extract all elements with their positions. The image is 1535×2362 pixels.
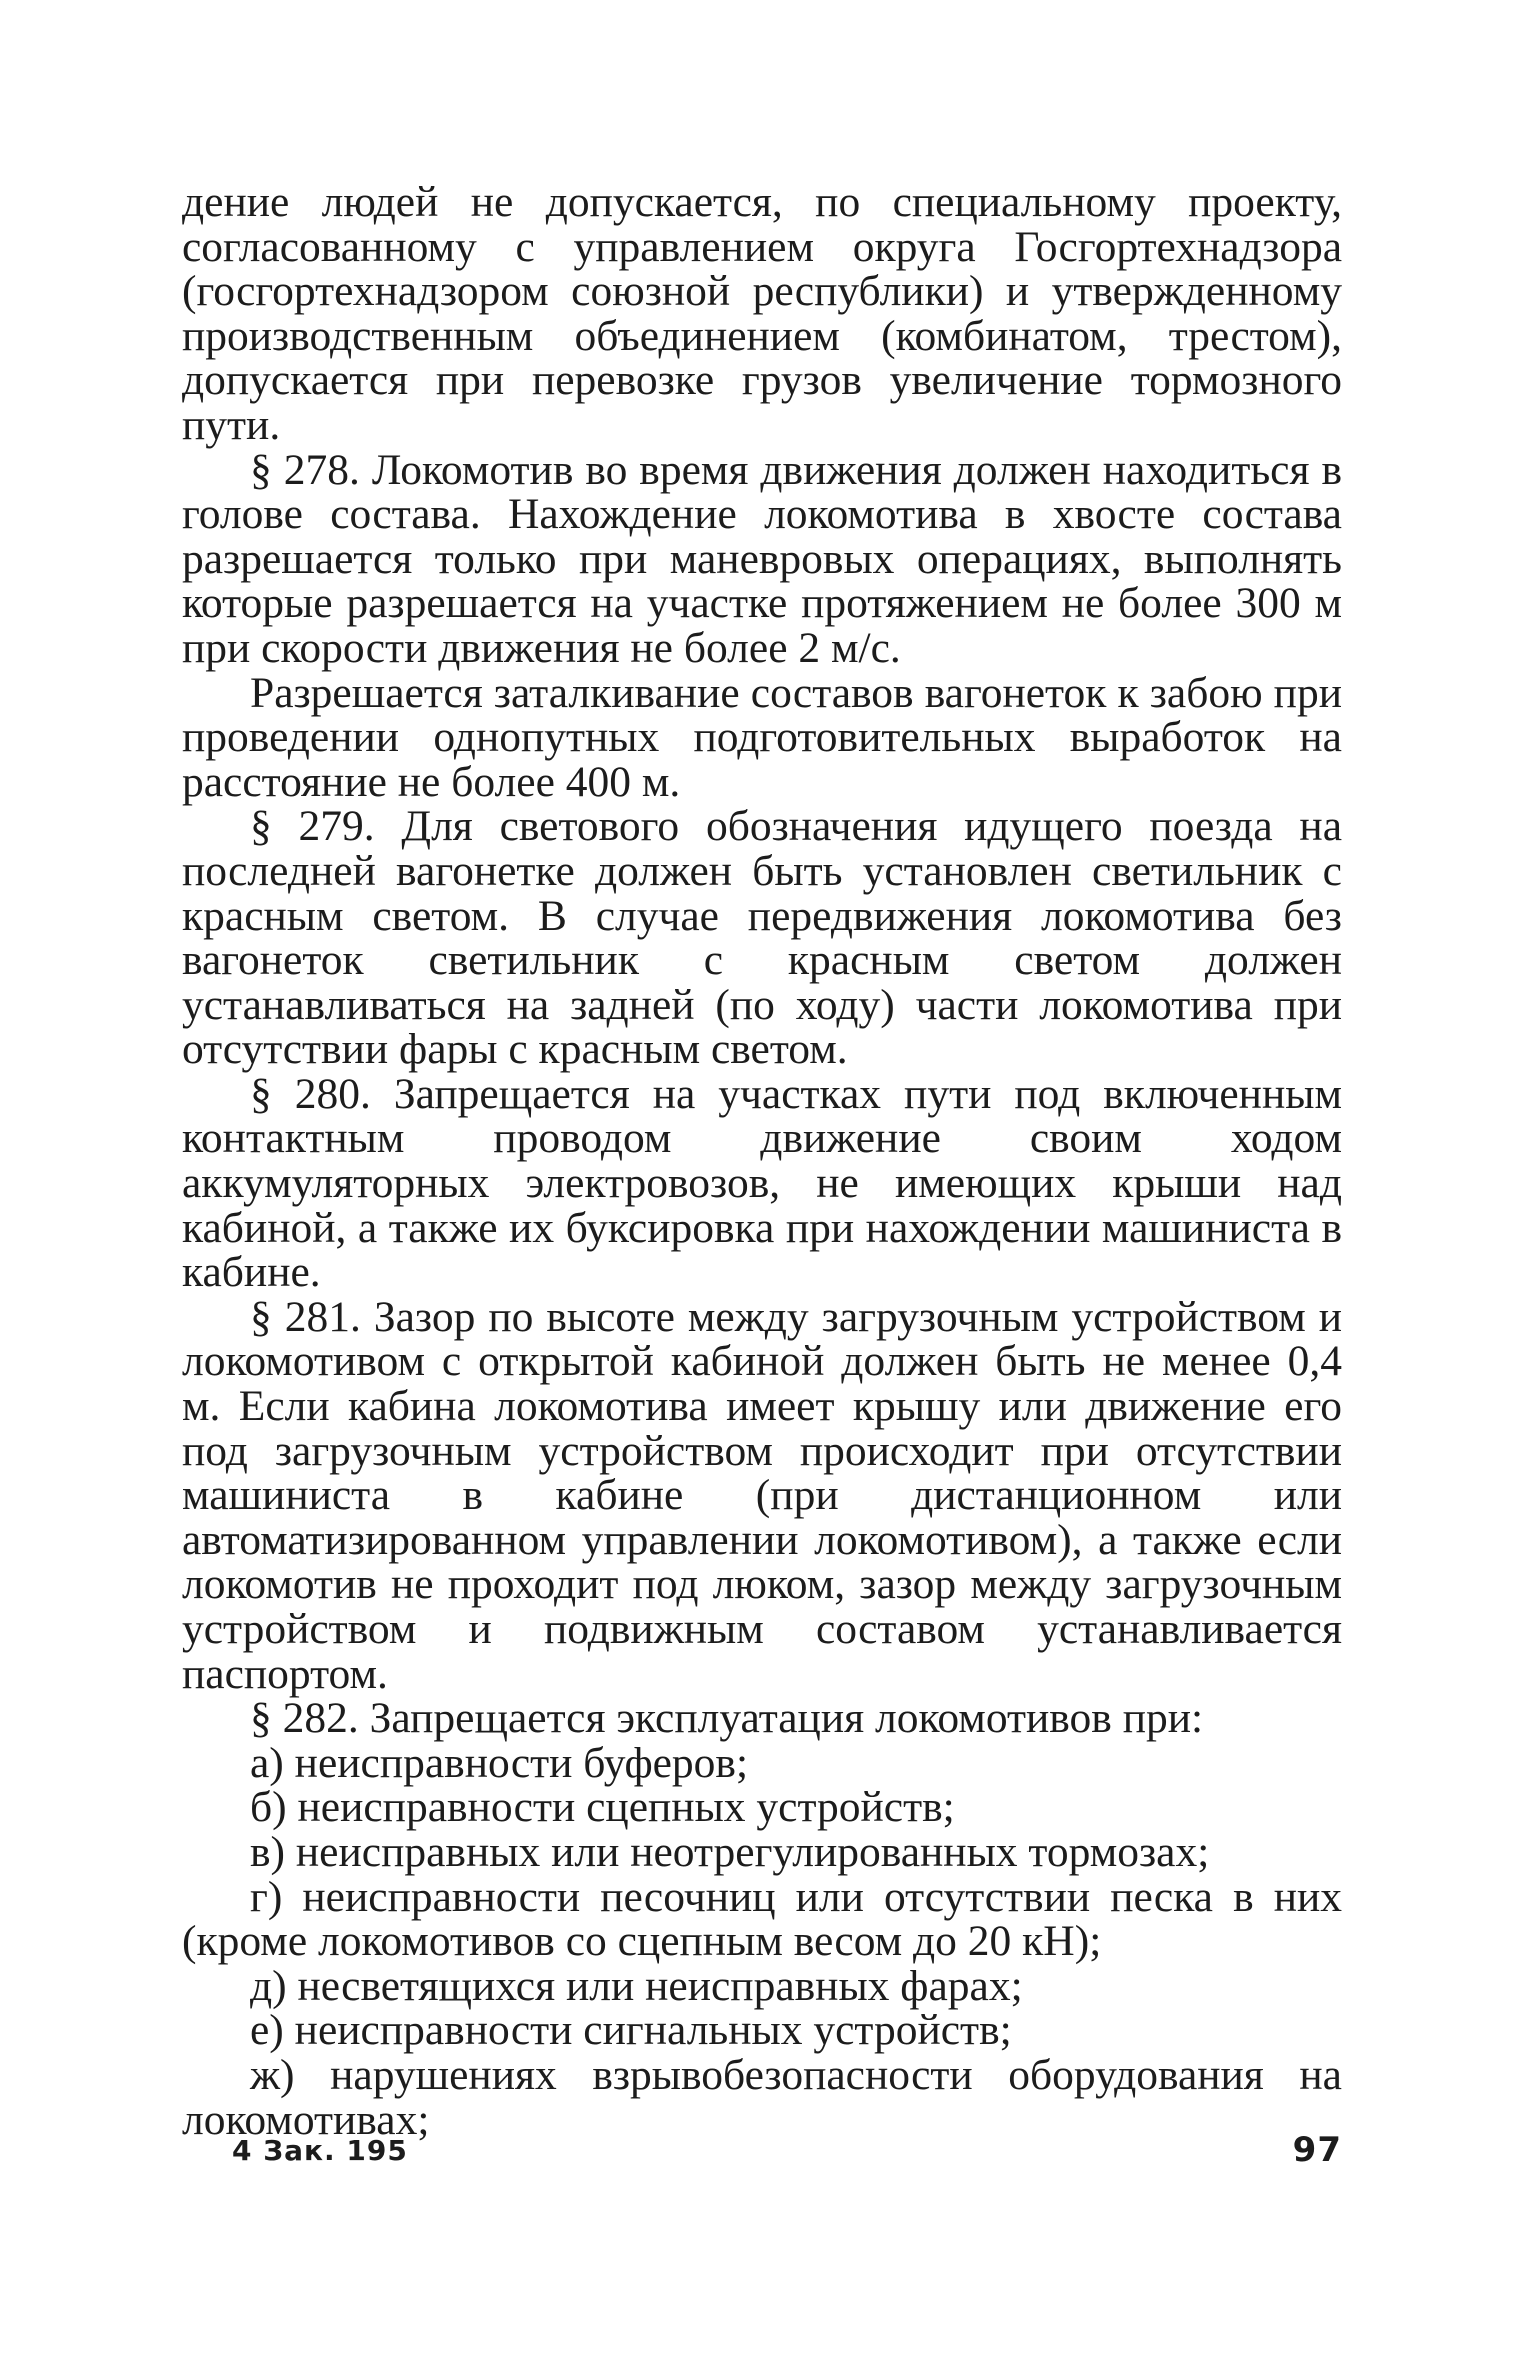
list-item-d: д) несветящихся или неисправных фарах; <box>250 1961 1023 2010</box>
page-number: 97 <box>1292 2130 1342 2170</box>
list-item-zh: ж) нарушениях взрывобезопасности оборудования на локомотивах; <box>182 2050 1342 2144</box>
page-body <box>182 180 1342 2142</box>
list-item-e: е) неисправности сигнальных устройств; <box>250 2006 1012 2055</box>
paragraph-279: § 279. Для светового обозначения идущего поезда на последней вагонетке должен быть установлен светильник с красным светом. В случае передвижения локомотива без вагонеток светильник с красным светом должен устанавливаться на задней (по ходу) части локомотива при отсутствии фары с красным светом. <box>182 802 1342 1074</box>
list-item-a: а) неисправности буферов; <box>250 1738 749 1787</box>
list-item-b: б) неисправности сцепных устройств; <box>250 1783 955 1832</box>
paragraph-278-pushing: Разрешается заталкивание составов вагонеток к забою при проведении однопутных подготовительных выработок на расстояние не более 400 м. <box>182 668 1342 806</box>
paragraph-278: § 278. Локомотив во время движения должен находиться в голове состава. Нахождение локомотива в хвосте состава разрешается только при маневровых операциях, выполнять которые разрешается на участке протяжением не более 300 м при скорости движения не более 2 м/с. <box>182 445 1342 672</box>
page-footer <box>232 2130 1342 2180</box>
printer-signature: 4 Зак. 195 <box>232 2134 408 2167</box>
paragraph-continuation: дение людей не допускается, по специальному проекту, согласованному с управлением округа Госгортехнадзора (госгортехнадзором союзной республики) и утвержденному производственным объединением (комбинатом, трестом), допускается при перевозке грузов увеличение тормозного пути. <box>182 178 1342 449</box>
paragraph-281: § 281. Зазор по высоте между загрузочным устройством и локомотивом с открытой кабиной должен быть не менее 0,4 м. Если кабина локомотива имеет крышу или движение его под загрузочным устройством происходит при отсутствии машиниста в кабине (при дистанционном или автоматизированном управлении локомотивом), а также если локомотив не проходит под люком, зазор между загрузочным устройством и подвижным составом устанавливается паспортом. <box>182 1292 1342 1698</box>
list-item-g: г) неисправности песочниц или отсутствии песка в них (кроме локомотивов со сцепным весом до 20 кН); <box>182 1872 1342 1966</box>
text-block <box>182 180 1342 2142</box>
paragraph-282: § 282. Запрещается эксплуатация локомотивов при: <box>250 1694 1204 1743</box>
paragraph-280: § 280. Запрещается на участках пути под включенным контактным проводом движение своим ходом аккумуляторных электровозов, не имеющих крыши над кабиной, а также их буксировка при нахождении машиниста в кабине. <box>182 1069 1342 1297</box>
list-item-v: в) неисправных или неотрегулированных тормозах; <box>250 1827 1210 1876</box>
